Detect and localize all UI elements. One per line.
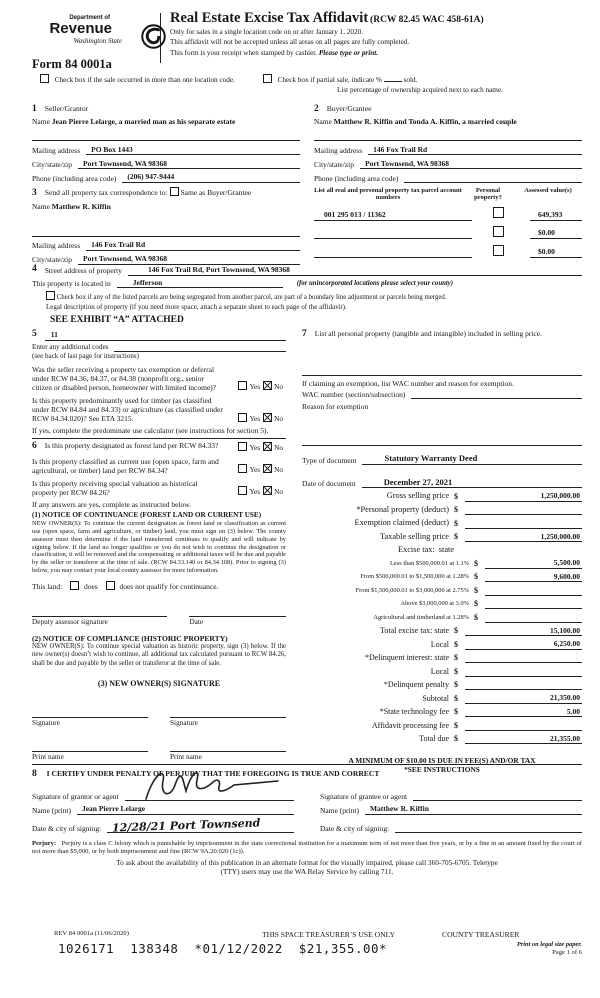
correspondence-mailing-address: 146 Fox Trail Rd bbox=[86, 240, 300, 251]
logo-dept-text: Department of bbox=[69, 15, 110, 21]
tax-line: Agricultural and timberland at 1.28% $ bbox=[302, 612, 582, 623]
grantor-signature-line bbox=[125, 791, 294, 802]
logo-state-text: Washington State bbox=[73, 37, 122, 46]
checkbox-no-checked bbox=[263, 413, 272, 422]
form-number: Form 84 0001a bbox=[32, 57, 112, 71]
checkbox-yes bbox=[238, 413, 247, 422]
personal-property-checkbox bbox=[493, 245, 504, 256]
exemption-note: If claiming an exemption, list WAC number and reason for exemption. bbox=[302, 378, 514, 388]
total-excise-tax-state: 15,100.00 bbox=[465, 626, 582, 637]
sections-5-6: 5 11 Enter any additional codes (see back of last page for instructions) Was the seller receiving a property tax exemption or deferral under RCW 84.36, 84.37, or 84.38 (nonprofit org., senior citizen or disabled person, homeowner with limited income)? Yes No Is this property predominantly used for timber (as classified under RCW 84.84 and 84.33) or agriculture (as classified under RCW 84.34.020)? See ETA 3215. Yes No If yes, complete the predominate use calculator (see instructions for section 5). 6 Is this property designated as forest land per RCW 84.33? Yes No Is this property classified as current use (open space, farm and agricultural, or timber) land per RCW 84.34? Yes No Is this property receiving special valuation as historical property per RCW 84.26? Yes No If any answers are yes, complete as instructed below. (1) NOTICE OF CONTINUANCE (FOREST LAND OR CURRENT USE) NEW OWNER(S): To continue the current designation as forest land or classification as current use (open space, farm and agriculture, or timber) land, you must sign on (3) below. The county assessor must then determine if the land transferred continues to qualify and will indicate by signing below. If the land no longer qualifies or you do not wish to continue the designation or classification, it will be removed and the compensating or additional taxes will be due and payable by the seller or transferor at the time of sale. (RCW 84.33.140 or 84.34.108). Prior to signing (3) below, you may contact your local county assessor for more information. This land: does does not qualify for continuance. Deputy assessor signature Date (2) NOTICE OF COMPLIANCE (HISTORIC PROPERTY) NEW OWNER(S): To continue special valuation as historic property, sign (3) below. If the new owner(s) doesn’t wish to continue, all additional tax calculated pursuant to RCW 84.26, shall be due and payable by the seller or transferor at the time of sale. (3) NEW OWNER(S) SIGNATURE Signature Signature Print name Print name bbox=[32, 329, 286, 761]
header-note-3: This form is your receipt when stamped by cashier. Please type or print. bbox=[170, 48, 378, 57]
section-2-number: 2 bbox=[314, 104, 319, 114]
personal-property-checkbox bbox=[493, 207, 504, 218]
section-6-number: 6 bbox=[32, 441, 37, 452]
header-note-2: This affidavit will not be accepted unless all areas on all pages are fully completed. bbox=[170, 38, 410, 47]
tier2-tax: 9,600.00 bbox=[485, 572, 582, 583]
seller-phone: (206) 947-9444 bbox=[122, 172, 300, 183]
reason-for-exemption-label: Reason for exemption bbox=[302, 402, 369, 412]
tier4-tax bbox=[485, 599, 582, 610]
correspondence-name: Matthew R. Kiffin bbox=[51, 201, 111, 211]
section-1-number: 1 bbox=[32, 104, 37, 114]
notice-continuance-title: (1) NOTICE OF CONTINUANCE (FOREST LAND OR CURRENT USE) bbox=[32, 511, 262, 520]
tax-line: *Delinquent interest: state $ bbox=[302, 653, 582, 664]
additional-codes-value: 11 bbox=[45, 330, 286, 341]
tax-line: Less than $500,000.01 at 1.1% $ 5,500.00 bbox=[390, 558, 580, 568]
section-3-number: 3 bbox=[32, 188, 37, 198]
dor-logo bbox=[32, 11, 136, 46]
assessed-value-col-header: Assessed value(s) bbox=[524, 187, 572, 194]
certify-heading: I CERTIFY UNDER PENALTY OF PERJURY THAT THE FOREGOING IS TRUE AND CORRECT bbox=[46, 769, 380, 778]
document-type-value: Statutory Warranty Deed bbox=[362, 453, 582, 464]
divider bbox=[302, 375, 582, 376]
seller-city-state-zip: Port Townsend, WA 98368 bbox=[78, 159, 300, 170]
correspondence-section: 3 Send all property tax correspondence to: Same as Buyer/Grantee Name Matthew R. Kiffin Mailing address 146 Fox Trail Rd City/state/zip Port Townsend, WA 98368 bbox=[32, 187, 300, 265]
grantor-print-name: Jean Pierre Lelarge bbox=[77, 804, 294, 815]
tax-line: Subtotal $ 21,350.00 bbox=[422, 693, 580, 703]
owner-signature-line bbox=[170, 706, 286, 718]
legal-description-value: SEE EXHIBIT “A” ATTACHED bbox=[50, 314, 184, 325]
personal-property-heading: List all personal property (tangible and intangible) included in selling price. bbox=[314, 329, 542, 338]
land-qualify-row: This land: does does not qualify for continuance. bbox=[32, 581, 219, 591]
county-treasurer: COUNTY TREASURER bbox=[442, 930, 520, 939]
segregated-checkbox bbox=[46, 291, 55, 300]
buyer-city-state-zip: Port Townsend, WA 98368 bbox=[360, 159, 582, 170]
section-7-number: 7 bbox=[302, 329, 307, 339]
checkbox-no-checked bbox=[263, 442, 272, 451]
tax-line: Affidavit processing fee $ bbox=[302, 720, 582, 731]
perjury-body: Perjury is a class C felony which is punishable by imprisonment in the state correctional institution for a maximum term of not more than five years, or by a fine in an amount fixed by the court of not more than $5,000, or by both imprisonment and fine (RCW 9A.20.020 (1c)). bbox=[32, 840, 582, 856]
parcel-row bbox=[314, 226, 582, 239]
section-8-number: 8 bbox=[32, 769, 37, 779]
deputy-assessor-row: Deputy assessor signature Date bbox=[32, 605, 286, 627]
section-7-tax: 7 List all personal property (tangible and intangible) included in selling price. If claiming an exemption, list WAC number and reason for exemption. WAC number (section/subsection) Reason for exemption Type of document Statutory Warranty Deed Date of document December 27, 2021 Gross selling price $ 1,250,000.00 *Personal property (deduct) $ Exemption claimed (deduct) $ Taxable selling price $ 1,250,000.00 Excise tax: state Less than $500,000.01 at 1.1% $ 5,500.00 From $500,000.01 to $1,500,000 at 1.28% $ 9,600.00 From $1,500,000.01 to $3,000,000 at 2.75% $ Above $3,000,000 at 3.0% $ Agricultural and timberland at 1.28% $ Total excise tax: state $ 15,100.00 Local $ 6,250.00 *Delinquent interest: state $ Local $ *Delinquent penalty $ Subtotal $ 21,350.00 *State technology fee $ 5.00 Affidavit processing fee $ Total due $ 21,355.00 A MINIMUM OF $10.00 IS DUE IN FEE(S) AND/OR TAX *SEE INSTRUCTIONS bbox=[302, 329, 580, 775]
divider bbox=[32, 236, 300, 237]
divider bbox=[32, 140, 300, 141]
affidavit-processing-fee bbox=[465, 720, 582, 731]
correspondence-city-state-zip: Port Townsend, WA 98368 bbox=[78, 254, 300, 265]
treasurer-stamp: 1026171 138348 *01/12/2022 $21,355.00* bbox=[58, 941, 388, 957]
main-columns bbox=[32, 329, 582, 774]
checkbox-yes bbox=[238, 464, 247, 473]
grantee-certify-block: Signature of grantee or agent Name (print) Matthew R. Kiffin Date & city of signing: bbox=[320, 783, 582, 833]
buyer-section: 2 Buyer/Grantee Name Matthew R. Kiffin and Tonda A. Kiffin, a married couple Mailing address 146 Fox Trail Rd City/state/zip Port Townsend, WA 98368 Phone (including area code) bbox=[314, 104, 582, 183]
form-title-rcw: (RCW 82.45 WAC 458-61A) bbox=[370, 15, 484, 25]
seller-section: 1 Seller/Grantor Name Jean Pierre Lelarge, a married man as his separate estate Mailing address PO Box 1443 City/state/zip Port Townsend, WA 98368 Phone (including area code) (206) 947-9444 bbox=[32, 104, 300, 183]
perjury-lead: Perjury: bbox=[32, 840, 57, 847]
yes-no-answer: Yes No bbox=[238, 381, 286, 392]
checkbox-no-checked bbox=[263, 486, 272, 495]
tax-line: Local $ 6,250.00 bbox=[430, 639, 580, 649]
owner-print-line bbox=[32, 740, 148, 752]
property-county: Jefferson bbox=[117, 278, 283, 288]
state-technology-fee: 5.00 bbox=[465, 707, 582, 718]
yes-no-answer: Yes No bbox=[238, 486, 286, 497]
buyer-mailing-address: 146 Fox Trail Rd bbox=[368, 145, 582, 156]
question-exemption: Was the seller receiving a property tax exemption or deferral under RCW 84.36, 84.37, or 84.38 (nonprofit org., senior citizen or disabled person, homeowner with limited income)? Yes No bbox=[32, 365, 286, 392]
notice-compliance-body: NEW OWNER(S): To continue special valuation as historic property, sign (3) below. If the new owner(s) doesn’t wish to continue, all additional tax calculated pursuant to RCW 84.26, shall be due and payable by the seller or transferor at the time of sale. bbox=[32, 643, 286, 667]
buyer-phone bbox=[404, 172, 582, 183]
percent-sold-blank bbox=[384, 74, 402, 82]
checkbox-yes bbox=[238, 381, 247, 390]
property-section: 4 Street address of property 146 Fox Trail Rd, Port Townsend, WA 98368 This property is located in Jefferson (for unincorporated locations please select your county) Check box if any of the listed parcels are being segregated from another parcel, are part of a boundary line adjustment or parcels being merged. Legal description of property (if you need more space, attach a separate sheet to each page of the affidavit). SEE EXHIBIT “A” ATTACHED bbox=[32, 264, 582, 326]
does-not-checkbox bbox=[106, 581, 115, 590]
parcel-number bbox=[314, 247, 472, 258]
deputy-date-line bbox=[189, 605, 286, 617]
exemption-claimed-deduct bbox=[465, 518, 582, 529]
alt-format-line1: To ask about the availability of this publication in an alternate format for the visually impaired, please call 360-705-6705. Teletype bbox=[116, 858, 498, 868]
rev-number: REV 84 0001a (11/06/2020) bbox=[54, 930, 129, 937]
tier1-tax: 5,500.00 bbox=[485, 558, 582, 569]
seller-name: Jean Pierre Lelarge, a married man as his separate estate bbox=[51, 117, 236, 127]
checkbox-no-checked bbox=[263, 381, 272, 390]
form-title: Real Estate Excise Tax Affidavit bbox=[170, 10, 369, 26]
delinquent-interest-state bbox=[465, 653, 582, 664]
personal-property-checkbox bbox=[493, 226, 504, 237]
gross-selling-price: 1,250,000.00 bbox=[465, 491, 582, 502]
tax-line: From $500,000.01 to $1,500,000 at 1.28% $ 9,600.00 bbox=[360, 571, 580, 582]
yes-no-answer: Yes No bbox=[238, 464, 286, 475]
if-any-note: If any answers are yes, complete as instructed below. bbox=[32, 500, 192, 510]
parcel-row bbox=[314, 207, 582, 220]
deputy-signature-line bbox=[32, 605, 167, 617]
partial-sale-note: List percentage of ownership acquired next to each name. bbox=[337, 86, 503, 95]
taxable-selling-price: 1,250,000.00 bbox=[465, 532, 582, 543]
legal-description-label: Legal description of property (if you need more space, attach a separate sheet to each page of the affidavit). bbox=[46, 303, 347, 311]
parcel-number: 001 295 013 / 11362 bbox=[314, 210, 472, 221]
revenue-swirl-icon bbox=[140, 23, 167, 50]
checkbox-yes bbox=[238, 442, 247, 451]
tax-line: *Personal property (deduct) $ bbox=[302, 505, 582, 516]
codes-note: (see back of last page for instructions) bbox=[32, 352, 139, 361]
additional-codes-blank bbox=[114, 342, 286, 353]
tax-line: From $1,500,000.01 to $3,000,000 at 2.75% $ bbox=[302, 585, 582, 596]
question-timber: Is this property predominantly used for timber (as classified under RCW 84.84 and 84.33) or agriculture (as classified under RCW 84.34.020)? See ETA 3215. Yes No bbox=[32, 396, 286, 423]
does-checkbox bbox=[70, 581, 79, 590]
wac-number-blank bbox=[411, 389, 582, 400]
section-5-number: 5 bbox=[32, 329, 37, 339]
same-as-buyer-checkbox bbox=[170, 187, 179, 196]
parcel-row bbox=[314, 245, 582, 258]
assessed-value: $0.00 bbox=[530, 247, 582, 258]
buyer-heading: Buyer/Grantee bbox=[326, 104, 372, 113]
assessed-value: 649,393 bbox=[530, 210, 582, 221]
owner-signature-line bbox=[32, 706, 148, 718]
question-forest-land: 6 Is this property designated as forest land per RCW 84.33? Yes No bbox=[32, 441, 286, 453]
document-date-value: December 27, 2021 bbox=[362, 477, 582, 488]
assessed-value: $0.00 bbox=[530, 228, 582, 239]
subtotal: 21,350.00 bbox=[465, 693, 582, 704]
seller-mailing-address: PO Box 1443 bbox=[86, 145, 300, 156]
tax-line: Above $3,000,000 at 3.0% $ bbox=[302, 599, 582, 610]
minimum-fee-note: A MINIMUM OF $10.00 IS DUE IN FEE(S) AND/OR TAX bbox=[348, 756, 536, 766]
divider bbox=[32, 764, 582, 765]
new-owners-signature-title: (3) NEW OWNER(S) SIGNATURE bbox=[97, 678, 221, 688]
header-note-1: Only for sales in a single location code on or after January 1, 2020. bbox=[170, 28, 364, 37]
partial-sale-checkbox-row: Check box if partial sale, indicate % sold. bbox=[263, 74, 418, 85]
total-due: 21,355.00 bbox=[465, 734, 582, 745]
divider bbox=[302, 445, 582, 446]
buyer-name: Matthew R. Kiffin and Tonda A. Kiffin, a married couple bbox=[333, 117, 517, 127]
page-number: Page 1 of 6 bbox=[552, 948, 582, 956]
section-4-number: 4 bbox=[32, 264, 37, 274]
parcel-number bbox=[314, 228, 472, 239]
footer bbox=[32, 930, 582, 990]
alt-format-line2: (TTY) users may use the WA Relay Service by calling 711. bbox=[220, 866, 394, 876]
partial-sale-checkbox bbox=[263, 74, 272, 83]
parcel-table bbox=[314, 187, 582, 265]
grantee-date-city-line bbox=[395, 819, 582, 833]
excise-tax-state-header: Excise tax: state bbox=[398, 545, 454, 555]
legal-paper-note: Print on legal size paper. bbox=[516, 941, 582, 948]
notice-continuance-body: NEW OWNER(S): To continue the current designation as forest land or classification as current use (open space, farm and agriculture, or timber) land, you must sign on (3) below. The county assessor must then determine if the land transferred continues to qualify and will indicate by signing below. If the land no longer qualifies or you do not wish to continue the designation or classification, it will be removed and the compensating or additional taxes will be due and payable by the seller or transferor at the time of sale. (RCW 84.33.140 or 84.34.108). Prior to signing (3) below, you may contact your local county assessor for more information. bbox=[32, 520, 286, 575]
parties-row bbox=[32, 104, 582, 183]
tax-line: *Delinquent penalty $ bbox=[302, 680, 582, 691]
perjury-block bbox=[32, 840, 582, 877]
tax-line: Exemption claimed (deduct) $ bbox=[302, 518, 582, 529]
new-owner-print-row: Print name Print name bbox=[32, 740, 286, 762]
property-street-address: 146 Fox Trail Rd, Port Townsend, WA 98368 bbox=[128, 265, 582, 276]
local-tax: 6,250.00 bbox=[465, 639, 582, 650]
personal-property-deduct bbox=[465, 505, 582, 516]
certification-section bbox=[32, 764, 582, 833]
notice-compliance-title: (2) NOTICE OF COMPLIANCE (HISTORIC PROPERTY) bbox=[32, 633, 228, 643]
owner-print-line bbox=[170, 740, 286, 752]
question-historic: Is this property receiving special valuation as historical property per RCW 84.26? Yes No bbox=[32, 479, 286, 497]
correspondence-parcels-row bbox=[32, 187, 582, 265]
tax-line: Local $ bbox=[302, 666, 582, 677]
tax-line: Gross selling price $ 1,250,000.00 bbox=[386, 491, 580, 501]
divider bbox=[32, 438, 286, 439]
question-current-use: Is this property classified as current use (open space, farm and agricultural, or timber) land per RCW 84.34? Yes No bbox=[32, 457, 286, 475]
new-owner-signature-row: Signature Signature bbox=[32, 706, 286, 728]
tax-line: Total excise tax: state $ 15,100.00 bbox=[380, 625, 580, 636]
yes-no-answer: Yes No bbox=[238, 413, 286, 424]
personal-property-col-header: Personal property? bbox=[474, 187, 502, 202]
parcel-col-header: List all real and personal property tax parcel account numbers bbox=[314, 187, 462, 202]
yes-no-answer: Yes No bbox=[238, 442, 286, 453]
see-instructions-note: *SEE INSTRUCTIONS bbox=[404, 765, 480, 775]
delinquent-penalty bbox=[465, 680, 582, 691]
agricultural-tax bbox=[485, 612, 582, 623]
form-header bbox=[32, 11, 582, 63]
tier3-tax bbox=[485, 585, 582, 596]
multi-location-checkbox-row: Check box if the sale occurred in more than one location code. bbox=[40, 74, 235, 85]
logo-agency-text: Revenue bbox=[49, 20, 112, 38]
grantee-print-name: Matthew R. Kiffin bbox=[365, 804, 582, 815]
grantor-date-city-handwritten: 12/28/21 Port Townsend bbox=[111, 816, 261, 835]
grantor-certify-block: Signature of grantor or agent Name (print) Jean Pierre Lelarge Date & city of signing: 12/28/21 Port Townsend bbox=[32, 783, 294, 833]
checkbox-yes bbox=[238, 486, 247, 495]
tax-line: *State technology fee $ 5.00 bbox=[379, 706, 580, 717]
tax-line: Total due $ 21,355.00 bbox=[419, 733, 580, 744]
multi-location-checkbox bbox=[40, 74, 49, 83]
divider bbox=[314, 140, 582, 141]
segregated-checkbox-row: Check box if any of the listed parcels are being segregated from another parcel, are part of a boundary line adjustment or parcels being merged. bbox=[46, 291, 582, 302]
treasurer-use-only: THIS SPACE TREASURER’S USE ONLY bbox=[262, 930, 395, 939]
checkbox-no-checked bbox=[263, 464, 272, 473]
tax-line: Taxable selling price $ 1,250,000.00 bbox=[380, 531, 580, 542]
form-number-block bbox=[32, 57, 582, 95]
seller-heading: Seller/Grantor bbox=[44, 104, 89, 113]
county-note: (for unincorporated locations please select your county) bbox=[296, 279, 454, 287]
calculator-note: If yes, complete the predominate use calculator (see instructions for section 5). bbox=[32, 426, 269, 436]
grantee-signature-line bbox=[413, 791, 582, 802]
delinquent-interest-local bbox=[465, 666, 582, 677]
